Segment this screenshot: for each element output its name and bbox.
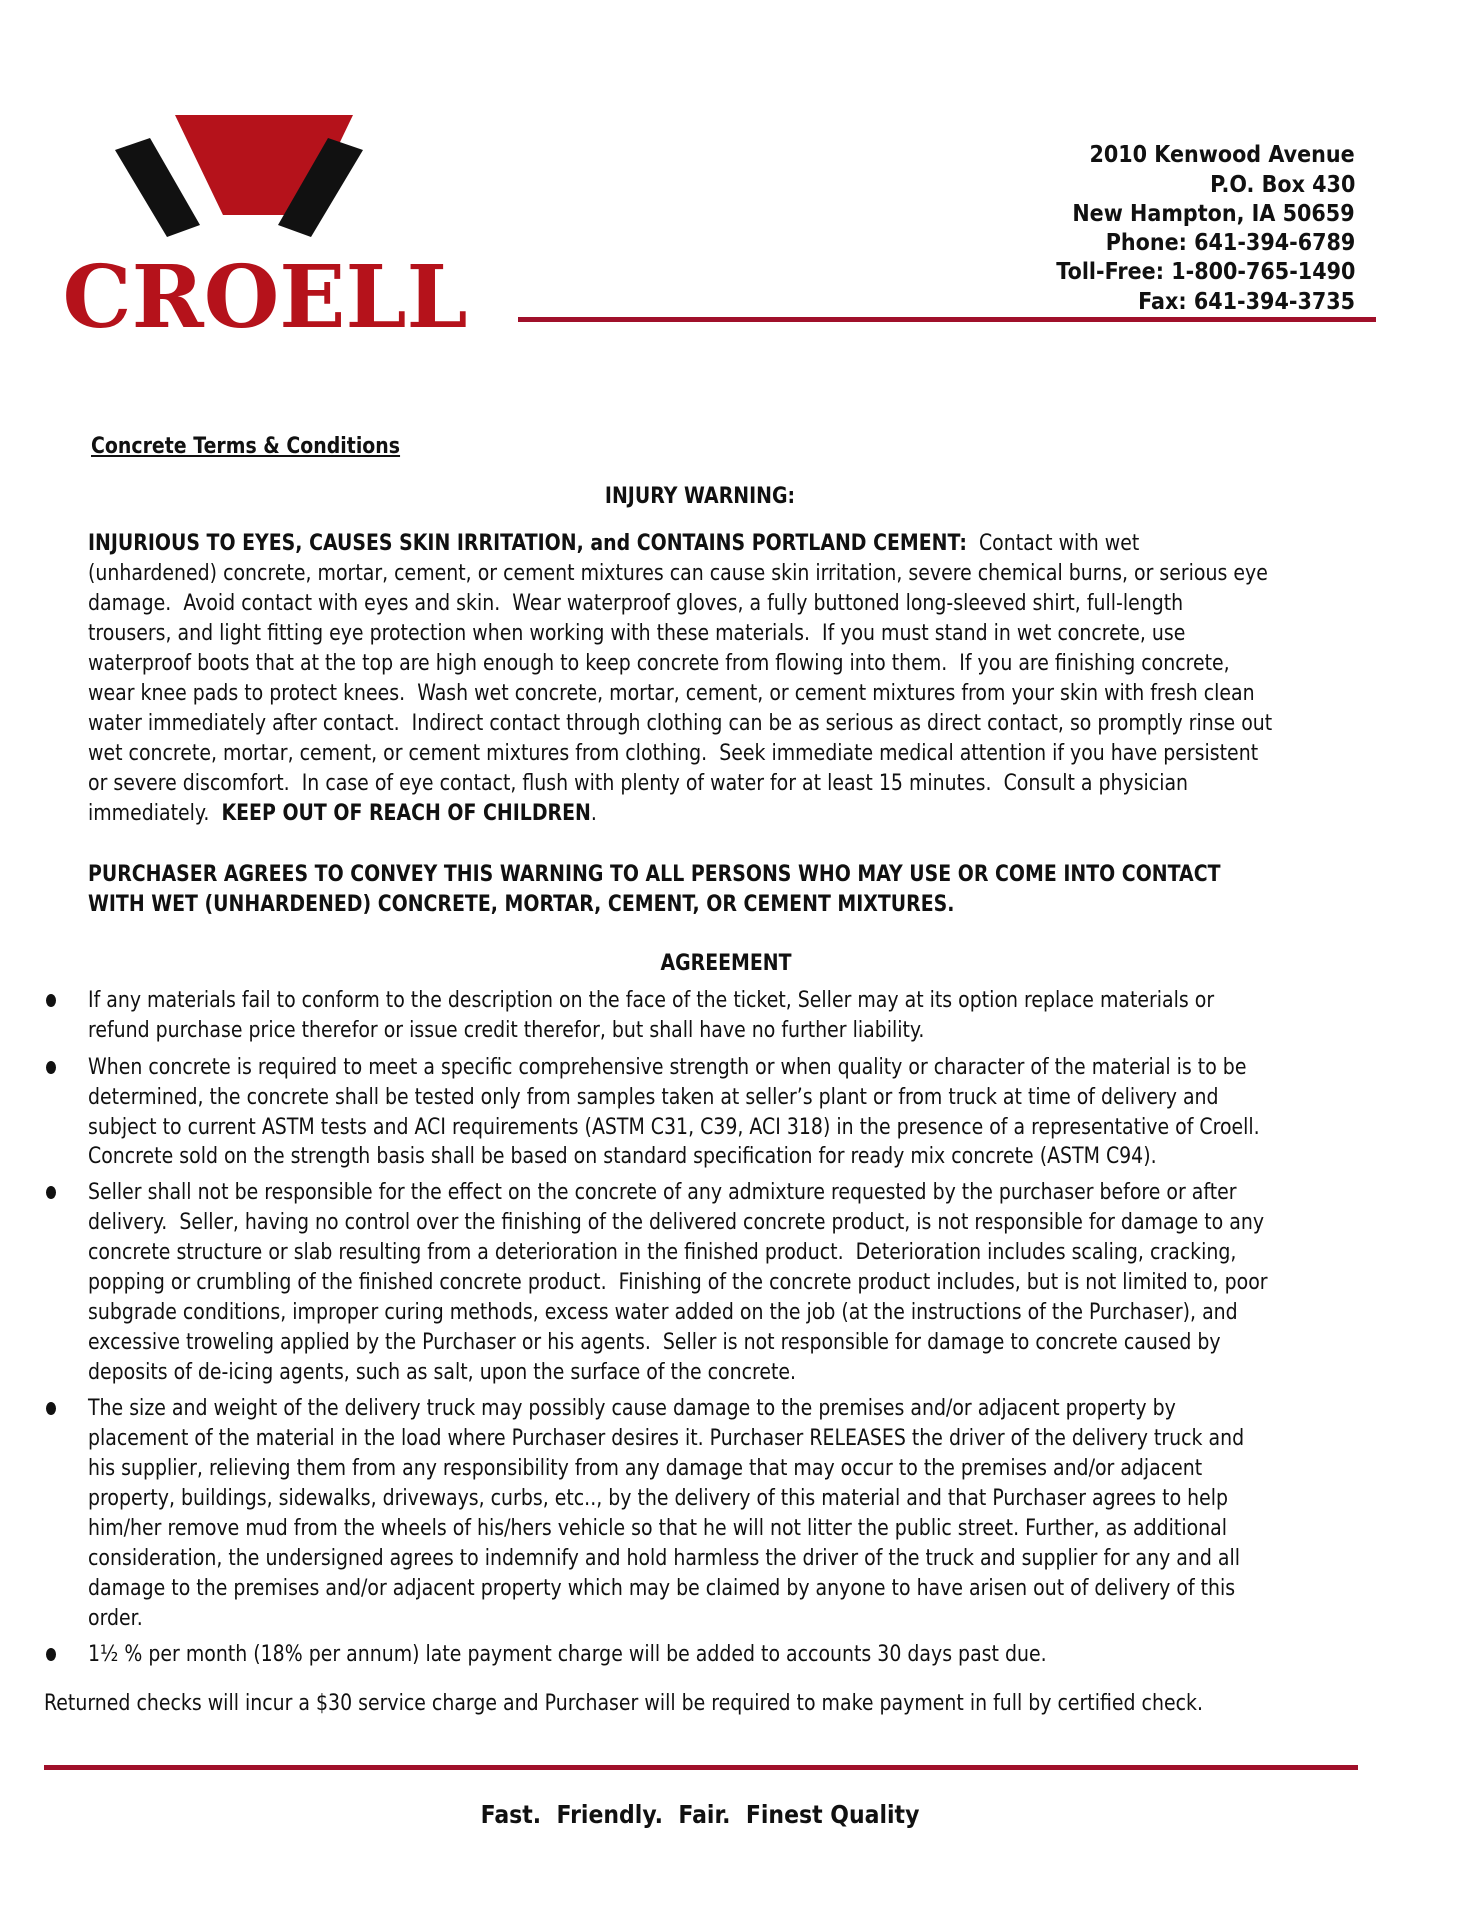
agreement-line: When concrete is required to meet a specific comprehensive strength or when quality or character of the material is to be xyxy=(88,1055,1247,1080)
header-rule xyxy=(518,317,1376,322)
po-box-line: P.O. Box 430 xyxy=(1209,172,1355,198)
address-line: 2010 Kenwood Avenue xyxy=(1089,142,1355,168)
injury-warning-heading: INJURY WARNING: xyxy=(604,484,796,509)
toll-free-line: Toll-Free: 1-800-765-1490 xyxy=(1055,259,1355,285)
tagline: Fast. Friendly. Fair. Finest Quality xyxy=(480,1800,920,1829)
injury-line: waterproof boots that at the top are high enough to keep concrete from flowing into them. If you are finishing concrete, xyxy=(88,651,1230,676)
agreement-line: delivery. Seller, having no control over the finishing of the delivered concrete product, is not responsible for damage to any xyxy=(88,1210,1265,1235)
agreement-line: refund purchase price therefor or issue credit therefor, but shall have no further liability. xyxy=(88,1018,925,1043)
bullet-icon xyxy=(46,1648,56,1661)
injury-line: or severe discomfort. In case of eye contact, flush with plenty of water for at least 15 minutes. Consult a physician xyxy=(88,771,1189,796)
injury-line-end: . xyxy=(590,801,597,826)
injury-line xyxy=(88,530,1139,558)
agreement-line: placement of the material in the load where Purchaser desires it. Purchaser RELEASES the driver of the delivery truck and xyxy=(88,1426,1245,1451)
injury-line: water immediately after contact. Indirect contact through clothing can be as serious as direct contact, so promptly rinse out xyxy=(88,711,1273,736)
agreement-line: concrete structure or slab resulting from a deterioration in the finished product. Deterioration includes scaling, cracking, xyxy=(88,1240,1237,1265)
bullet-icon xyxy=(46,994,56,1007)
agreement-line: excessive troweling applied by the Purchaser or his agents. Seller is not responsible for damage to concrete caused by xyxy=(88,1330,1221,1355)
logo-left-block xyxy=(115,138,200,237)
agreement-line: subject to current ASTM tests and ACI requirements (ASTM C31, C39, ACI 318) in the presence of a representative of Croell. xyxy=(88,1115,1260,1140)
fax-line: Fax: 641-394-3735 xyxy=(1138,289,1355,315)
injury-lead: INJURIOUS TO EYES, CAUSES SKIN IRRITATION, and CONTAINS PORTLAND CEMENT: xyxy=(88,531,967,556)
city-line: New Hampton, IA 50659 xyxy=(1072,201,1355,227)
injury-line: wet concrete, mortar, cement, or cement mixtures from clothing. Seek immediate medical attention if you have persistent xyxy=(88,741,1259,766)
injury-line: trousers, and light fitting eye protection when working with these materials. If you must stand in wet concrete, use xyxy=(88,621,1186,646)
agreement-line: subgrade conditions, improper curing methods, excess water added on the job (at the instructions of the Purchaser), and xyxy=(88,1300,1238,1325)
document-title: Concrete Terms & Conditions xyxy=(91,434,401,459)
purchaser-warning-line: WITH WET (UNHARDENED) CONCRETE, MORTAR, CEMENT, OR CEMENT MIXTURES. xyxy=(88,892,955,917)
agreement-line: Seller shall not be responsible for the effect on the concrete of any admixture requested by the purchaser before or after xyxy=(88,1180,1237,1205)
injury-line-text: Contact with wet xyxy=(966,531,1140,556)
agreement-line: Concrete sold on the strength basis shall be based on standard specification for ready mix concrete (ASTM C94). xyxy=(88,1144,1157,1169)
agreement-line: If any materials fail to conform to the description on the face of the ticket, Seller may at its option replace materials or xyxy=(88,988,1215,1013)
agreement-line: him/her remove mud from the wheels of his/hers vehicle so that he will not litter the public street. Further, as additional xyxy=(88,1516,1228,1541)
agreement-heading: AGREEMENT xyxy=(660,951,792,976)
purchaser-warning-line: PURCHASER AGREES TO CONVEY THIS WARNING TO ALL PERSONS WHO MAY USE OR COME INTO CONTACT xyxy=(88,862,1221,887)
logo-wordmark: CROELL xyxy=(62,247,468,340)
agreement-line: damage to the premises and/or adjacent property which may be claimed by anyone to have arisen out of delivery of this xyxy=(88,1576,1236,1601)
agreement-line: property, buildings, sidewalks, driveways, curbs, etc.., by the delivery of this material and that Purchaser agrees to help xyxy=(88,1486,1229,1511)
bullet-icon xyxy=(46,1186,56,1199)
injury-line: wear knee pads to protect knees. Wash wet concrete, mortar, cement, or cement mixtures from your skin with fresh clean xyxy=(88,681,1255,706)
keep-out-of-reach-warning: KEEP OUT OF REACH OF CHILDREN xyxy=(221,801,591,826)
agreement-line: The size and weight of the delivery truck may possibly cause damage to the premises and/or adjacent property by xyxy=(88,1396,1176,1421)
injury-line xyxy=(88,800,597,828)
agreement-line: 1½ % per month (18% per annum) late payment charge will be added to accounts 30 days past due. xyxy=(88,1642,1047,1667)
injury-line: damage. Avoid contact with eyes and skin. Wear waterproof gloves, a fully buttoned long-sleeved shirt, full-length xyxy=(88,591,1184,616)
bullet-icon xyxy=(46,1061,56,1074)
injury-line: (unhardened) concrete, mortar, cement, or cement mixtures can cause skin irritation, severe chemical burns, or serious eye xyxy=(88,561,1268,586)
bullet-icon xyxy=(46,1402,56,1415)
agreement-line: deposits of de-icing agents, such as salt, upon the surface of the concrete. xyxy=(88,1360,797,1385)
croell-logo xyxy=(55,115,475,340)
injury-line-text: immediately. xyxy=(88,801,222,826)
agreement-line: order. xyxy=(88,1606,143,1631)
agreement-line: determined, the concrete shall be tested only from samples taken at seller’s plant or from truck at time of delivery and xyxy=(88,1085,1219,1110)
phone-line: Phone: 641-394-6789 xyxy=(1105,230,1355,256)
returned-checks-note: Returned checks will incur a $30 service charge and Purchaser will be required to make payment in full by certified check. xyxy=(44,1691,1203,1716)
footer-rule xyxy=(44,1765,1358,1770)
agreement-line: his supplier, relieving them from any responsibility from any damage that may occur to the premises and/or adjacent xyxy=(88,1456,1203,1481)
agreement-line: popping or crumbling of the finished concrete product. Finishing of the concrete product includes, but is not limited to, poor xyxy=(88,1270,1268,1295)
agreement-line: consideration, the undersigned agrees to indemnify and hold harmless the driver of the truck and supplier for any and all xyxy=(88,1546,1240,1571)
